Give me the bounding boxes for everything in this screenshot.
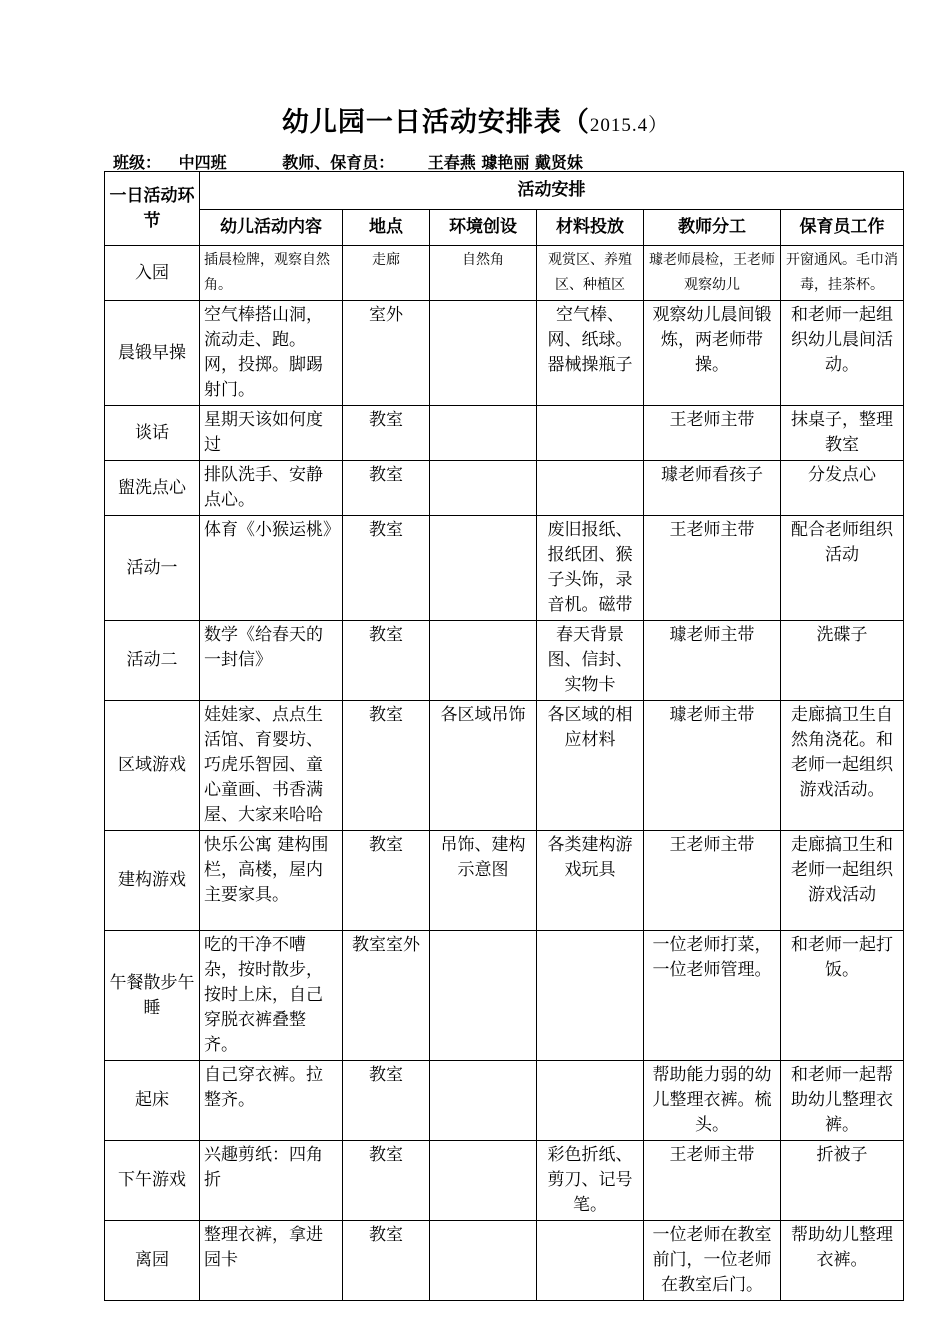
cell-content: 自己穿衣裤。拉整齐。 (200, 1061, 343, 1141)
cell-env (430, 1141, 537, 1221)
cell-place: 教室 (343, 1221, 430, 1301)
page-title (0, 100, 950, 139)
cell-stage: 离园 (105, 1221, 200, 1301)
header-arrangement: 活动安排 (200, 172, 904, 210)
cell-place: 教室 (343, 831, 430, 931)
cell-content: 整理衣裤，拿进园卡 (200, 1221, 343, 1301)
cell-care: 走廊搞卫生自然角浇花。和老师一起组织游戏活动。 (781, 701, 904, 831)
cell-care: 分发点心 (781, 461, 904, 516)
cell-stage: 建构游戏 (105, 831, 200, 931)
title-text: 幼儿园一日活动安排表（ (281, 107, 590, 138)
table-row (105, 516, 904, 621)
cell-content: 快乐公寓 建构围栏，高楼，屋内主要家具。 (200, 831, 343, 931)
cell-teacher: 璩老师主带 (644, 701, 781, 831)
cell-stage: 盥洗点心 (105, 461, 200, 516)
cell-teacher: 王老师主带 (644, 831, 781, 931)
cell-env (430, 461, 537, 516)
cell-place: 教室 (343, 406, 430, 461)
header-material: 材料投放 (537, 210, 644, 246)
cell-env: 吊饰、建构示意图 (430, 831, 537, 931)
cell-place: 室外 (343, 301, 430, 406)
table-row (105, 461, 904, 516)
cell-care: 和老师一起打饭。 (781, 931, 904, 1061)
table-row (105, 1141, 904, 1221)
cell-material: 废旧报纸、报纸团、猴子头饰，录音机。磁带 (537, 516, 644, 621)
cell-env (430, 516, 537, 621)
cell-care: 和老师一起组织幼儿晨间活动。 (781, 301, 904, 406)
cell-stage: 下午游戏 (105, 1141, 200, 1221)
cell-material (537, 406, 644, 461)
cell-teacher: 一位老师打菜，一位老师管理。 (644, 931, 781, 1061)
cell-place: 教室室外 (343, 931, 430, 1061)
cell-teacher: 一位老师在教室前门，一位老师在教室后门。 (644, 1221, 781, 1301)
cell-place: 教室 (343, 701, 430, 831)
cell-material: 彩色折纸、剪刀、记号笔。 (537, 1141, 644, 1221)
cell-place: 教室 (343, 1141, 430, 1221)
cell-teacher: 观察幼儿晨间锻炼，两老师带操。 (644, 301, 781, 406)
header-teacher: 教师分工 (644, 210, 781, 246)
header-care: 保育员工作 (781, 210, 904, 246)
table-row (105, 406, 904, 461)
cell-stage: 午餐散步午睡 (105, 931, 200, 1061)
table-row (105, 1061, 904, 1141)
cell-material (537, 1221, 644, 1301)
cell-material: 各类建构游戏玩具 (537, 831, 644, 931)
cell-content: 插晨检牌，观察自然角。 (200, 246, 343, 301)
cell-material: 观赏区、养殖区、种植区 (537, 246, 644, 301)
class-name: 中四班 (178, 153, 227, 172)
cell-place: 教室 (343, 621, 430, 701)
schedule-table (104, 171, 904, 1301)
cell-teacher: 帮助能力弱的幼儿整理衣裤。梳头。 (644, 1061, 781, 1141)
cell-material: 空气棒、网、纸球。器械操瓶子 (537, 301, 644, 406)
cell-place: 教室 (343, 516, 430, 621)
cell-material (537, 931, 644, 1061)
cell-stage: 活动二 (105, 621, 200, 701)
cell-stage: 谈话 (105, 406, 200, 461)
header-place: 地点 (343, 210, 430, 246)
cell-material (537, 461, 644, 516)
title-date: 2015.4） (589, 115, 669, 136)
cell-place: 教室 (343, 461, 430, 516)
cell-env (430, 621, 537, 701)
cell-teacher: 王老师主带 (644, 1141, 781, 1221)
table-row (105, 931, 904, 1061)
cell-content: 体育《小猴运桃》 (200, 516, 343, 621)
cell-content: 空气棒搭山洞，流动走、跑。网，投掷。脚踢射门。 (200, 301, 343, 406)
cell-content: 星期天该如何度过 (200, 406, 343, 461)
cell-stage: 活动一 (105, 516, 200, 621)
cell-care: 和老师一起帮助幼儿整理衣裤。 (781, 1061, 904, 1141)
cell-env: 各区域吊饰 (430, 701, 537, 831)
cell-material: 各区域的相应材料 (537, 701, 644, 831)
cell-material (537, 1061, 644, 1141)
cell-stage: 晨锻早操 (105, 301, 200, 406)
header-content: 幼儿活动内容 (200, 210, 343, 246)
cell-env: 自然角 (430, 246, 537, 301)
cell-env (430, 406, 537, 461)
class-label: 班级： (113, 153, 162, 172)
cell-content: 排队洗手、安静点心。 (200, 461, 343, 516)
cell-material: 春天背景图、信封、实物卡 (537, 621, 644, 701)
cell-place: 走廊 (343, 246, 430, 301)
cell-content: 娃娃家、点点生活馆、育婴坊、巧虎乐智园、童心童画、书香满屋、大家来哈哈 (200, 701, 343, 831)
cell-stage: 起床 (105, 1061, 200, 1141)
cell-care: 配合老师组织活动 (781, 516, 904, 621)
cell-env (430, 1221, 537, 1301)
header-stage: 一日活动环节 (105, 172, 200, 246)
cell-stage: 入园 (105, 246, 200, 301)
cell-env (430, 931, 537, 1061)
cell-care: 折被子 (781, 1141, 904, 1221)
cell-care: 走廊搞卫生和老师一起组织游戏活动 (781, 831, 904, 931)
cell-teacher: 璩老师看孩子 (644, 461, 781, 516)
class-info (113, 150, 583, 173)
cell-env (430, 301, 537, 406)
cell-teacher: 璩老师主带 (644, 621, 781, 701)
cell-care: 抹桌子，整理教室 (781, 406, 904, 461)
cell-care: 开窗通风。毛巾消毒，挂茶杯。 (781, 246, 904, 301)
table-row (105, 301, 904, 406)
cell-care: 洗碟子 (781, 621, 904, 701)
teacher-label: 教师、保育员： (282, 153, 395, 172)
table-row (105, 701, 904, 831)
teacher-names: 王春燕 璩艳丽 戴贤妹 (427, 153, 583, 172)
table-row (105, 831, 904, 931)
table-row (105, 621, 904, 701)
cell-content: 兴趣剪纸：四角折 (200, 1141, 343, 1221)
header-env: 环境创设 (430, 210, 537, 246)
table-row (105, 1221, 904, 1301)
cell-teacher: 王老师主带 (644, 406, 781, 461)
cell-stage: 区域游戏 (105, 701, 200, 831)
cell-place: 教室 (343, 1061, 430, 1141)
cell-teacher: 王老师主带 (644, 516, 781, 621)
cell-content: 数学《给春天的一封信》 (200, 621, 343, 701)
cell-teacher: 璩老师晨检，王老师观察幼儿 (644, 246, 781, 301)
cell-content: 吃的干净不嘈杂，按时散步，按时上床，自己穿脱衣裤叠整齐。 (200, 931, 343, 1061)
table-row (105, 246, 904, 301)
cell-care: 帮助幼儿整理衣裤。 (781, 1221, 904, 1301)
cell-env (430, 1061, 537, 1141)
